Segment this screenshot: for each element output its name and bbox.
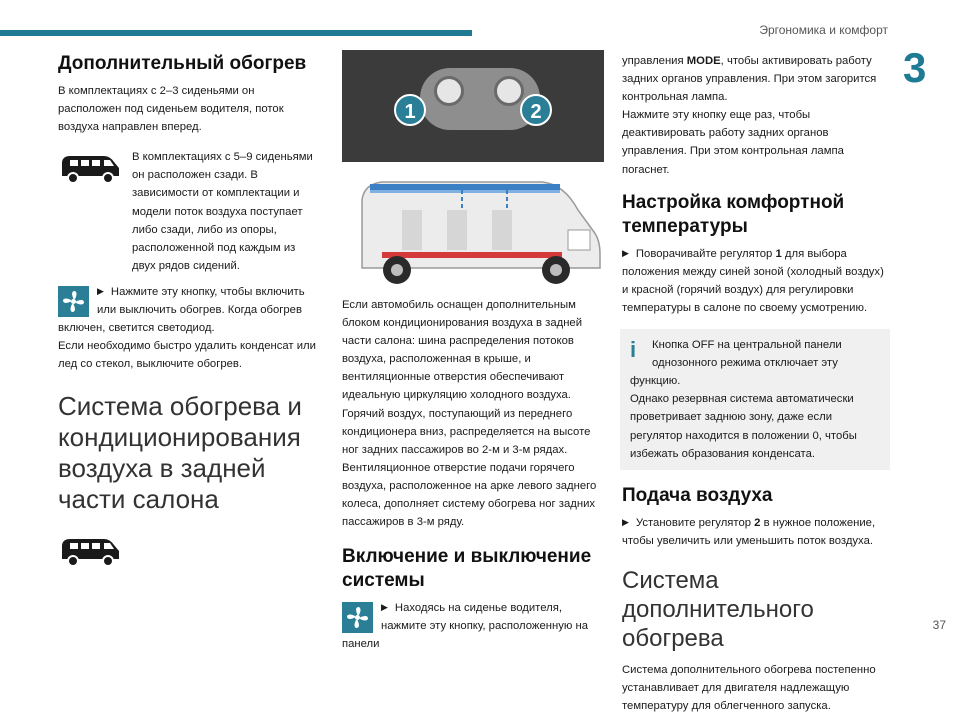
info-text: Кнопка OFF на центральной панели однозонного режима отключает эту функцию. <box>630 339 842 388</box>
rear-system-text <box>342 296 604 531</box>
fan-icon <box>58 286 89 317</box>
section-title-extra-heating: Дополнительный обогрев <box>58 53 307 74</box>
instruction-bullet: ▶ Установите регулятор 2 в нужное положение, чтобы увеличить или уменьшить поток воздуха. <box>622 514 888 550</box>
van-icon <box>58 531 122 571</box>
info-box <box>620 329 890 470</box>
header-accent-bar <box>0 30 472 36</box>
section-title-air-supply: Подача воздуха <box>622 484 773 506</box>
info-icon: i <box>630 337 637 363</box>
mode-label: MODE <box>686 55 721 67</box>
fan-icon <box>342 602 373 633</box>
info-text: Однако резервная система автоматически проветривает заднюю зону, даже если регулятор находится в положении 0, чтобы избежать образования конденсата. <box>630 393 857 460</box>
section-title-on-off: Включение и выключение системы <box>342 546 592 592</box>
instruction-bullet: ▶ Поворачивайте регулятор 1 для выбора положения между синей зоной (холодный воздух) и красной (горячий воздух) для регулировки температуры в салоне по своему усмотрению. <box>622 245 888 317</box>
airflow-knob <box>494 76 524 106</box>
page-number: 37 <box>932 618 946 632</box>
fan-note <box>58 283 320 373</box>
paragraph: Если автомобиль оснащен дополнительным блоком кондиционирования воздуха в задней части салона: шина распределения потоков воздуха, расположенная в крыше, и вентиляционные отверстия обеспечивают идеальную циркуляцию холодного воздуха. <box>342 299 583 402</box>
chapter-number: 3 <box>903 44 927 91</box>
section-title-rear-system: Система обогрева и кондиционирования воздуха в задней части салона <box>58 391 302 515</box>
van-airflow-diagram <box>342 170 604 290</box>
callout-badge-1: 1 <box>394 94 426 126</box>
van-note <box>58 148 320 275</box>
paragraph: Вентиляционное отверстие подачи горячего воздуха, расположенное на арке левого заднего колеса, дополняет систему обогрева ног задних пассажиров в 3-м ряду. <box>342 461 597 529</box>
paragraph-mode: управления MODE, чтобы активировать работу задних органов управления. При этом загорится контрольная лампа. <box>622 55 877 104</box>
paragraph: В комплектациях с 2–3 сиденьями он расположен под сиденьем водителя, поток воздуха направлен вперед. <box>58 85 284 134</box>
column-1 <box>58 52 320 571</box>
callout-badge-2: 2 <box>520 94 552 126</box>
rear-control-panel-photo <box>342 50 604 162</box>
running-head: Эргономика и комфорт <box>759 23 888 37</box>
column-3 <box>622 52 888 715</box>
fan-note <box>342 599 604 653</box>
paragraph: Если необходимо быстро удалить конденсат или лед со стекол, выключите обогрев. <box>58 340 316 371</box>
paragraph: Нажмите эту кнопку еще раз, чтобы деактивировать работу задних органов управления. При этом контрольная лампа погаснет. <box>622 109 844 176</box>
paragraph: В комплектациях с 5–9 сиденьями он расположен сзади. В зависимости от комплектации и модели поток воздуха поступает либо сзади, либо из опоры, расположенной под каждым из двух рядов сидений. <box>132 151 313 272</box>
instruction-bullet: ▶ Нажмите эту кнопку, чтобы включить или выключить обогрев. Когда обогрев включен, светится светодиод. <box>58 283 320 337</box>
van-icon <box>58 148 122 188</box>
paragraph: Система дополнительного обогрева постепенно устанавливает для двигателя надлежащую температуру для облегченного запуска. <box>622 663 876 713</box>
section-title-aux-heating: Система дополнительного обогрева <box>622 566 814 652</box>
paragraph: Горячий воздух, поступающий из переднего кондиционера вниз, распределяется на высоте ног задних пассажиров во 2-м и 3-м рядах. <box>342 407 591 456</box>
instruction-bullet: ▶ Находясь на сиденье водителя, нажмите эту кнопку, расположенную на панели <box>342 599 604 653</box>
column-2 <box>342 52 604 654</box>
temperature-knob <box>434 76 464 106</box>
section-title-temperature: Настройка комфортной температуры <box>622 191 845 237</box>
